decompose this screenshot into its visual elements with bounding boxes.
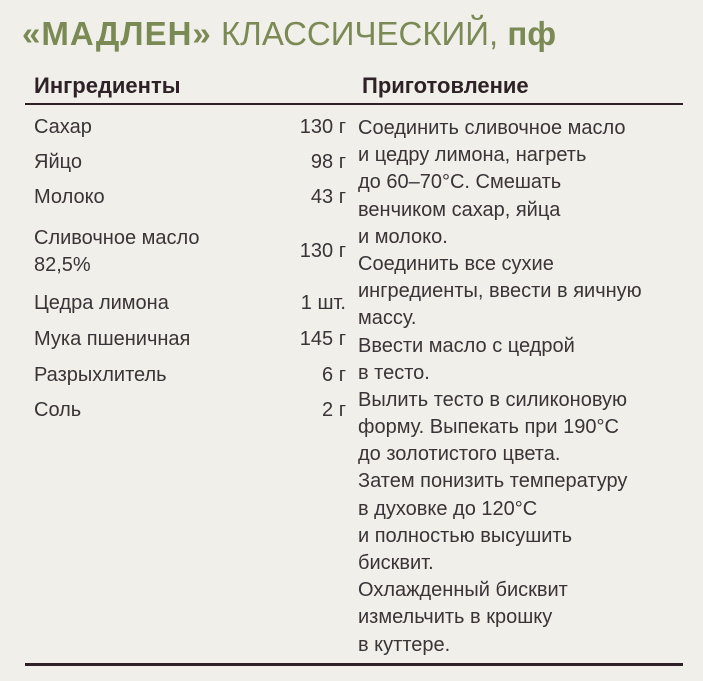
preparation-line: в тесто. — [358, 361, 430, 384]
preparation-line: Вылить тесто в силиконовую — [358, 388, 628, 411]
preparation-line: бисквит. — [358, 552, 434, 574]
ingredient-amount: 43 г — [310, 186, 346, 208]
header-divider — [25, 103, 683, 105]
ingredients-heading: Ингредиенты — [34, 73, 181, 98]
ingredient-name: Сливочное масло 82,5% — [34, 227, 200, 276]
preparation-line: до золотистого цвета. — [358, 443, 561, 466]
preparation-line: Затем понизить температуру — [358, 470, 628, 493]
preparation-line: форму. Выпекать при 190°С — [358, 416, 619, 439]
recipe-title-variant: КЛАССИЧЕСКИЙ, — [220, 15, 499, 52]
ingredient-name: Соль — [34, 399, 82, 421]
preparation-text — [358, 115, 688, 659]
preparation-line: Соединить все сухие — [358, 252, 554, 275]
ingredient-name: Разрыхлитель — [34, 364, 167, 386]
preparation-heading: Приготовление — [362, 73, 529, 98]
preparation-line: и полностью высушить — [358, 524, 573, 547]
recipe-title-suffix: пф — [507, 15, 557, 52]
preparation-line: венчиком сахар, яйца — [358, 198, 561, 221]
recipe-title — [22, 12, 556, 56]
ingredient-amount: 130 г — [299, 116, 346, 138]
footer-divider — [25, 663, 683, 666]
ingredient-amount: 145 г — [299, 328, 346, 350]
preparation-line: и цедру лимона, нагреть — [358, 144, 587, 167]
ingredient-name: Цедра лимона — [34, 292, 169, 314]
preparation-line: ингредиенты, ввести в яичную — [358, 280, 642, 303]
preparation-line: измельчить в крошку — [358, 606, 553, 629]
preparation-line: в духовке до 120°С — [358, 497, 538, 520]
ingredient-row — [34, 225, 346, 281]
ingredient-name: Сахар — [34, 116, 92, 138]
preparation-line: до 60–70°С. Смешать — [358, 171, 562, 194]
preparation-line: и молоко. — [358, 225, 448, 248]
recipe-title-name: «МАДЛЕН» — [22, 15, 212, 52]
preparation-line: Ввести масло с цедрой — [358, 334, 575, 357]
preparation-line: Соединить сливочное масло — [358, 117, 626, 139]
ingredient-amount: 6 г — [322, 364, 346, 386]
preparation-line: массу. — [358, 307, 417, 330]
ingredient-amount: 98 г — [310, 151, 346, 173]
ingredient-amount: 130 г — [299, 240, 346, 262]
ingredient-name: Молоко — [34, 186, 105, 208]
ingredient-name: Яйцо — [34, 151, 82, 173]
preparation-line: Охлажденный бисквит — [358, 579, 568, 602]
preparation-line: в куттере. — [358, 633, 451, 656]
ingredient-amount: 2 г — [322, 399, 346, 421]
ingredient-name: Мука пшеничная — [34, 328, 191, 350]
ingredient-amount: 1 шт. — [300, 292, 346, 314]
